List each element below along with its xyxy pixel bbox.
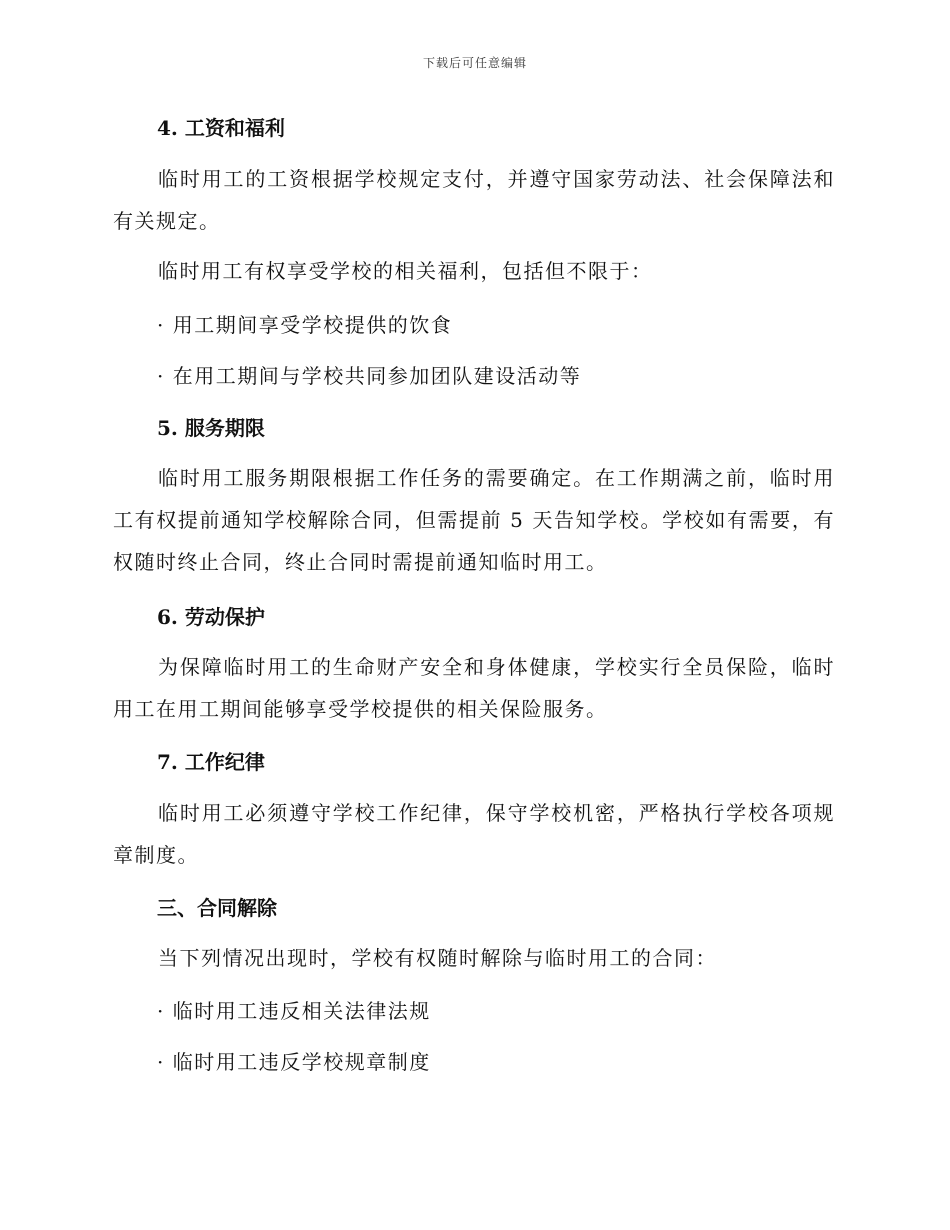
bullet-item-team-building: · 在用工期间与学校共同参加团队建设活动等 [157, 364, 582, 388]
paragraph-work-discipline: 临时用工必须遵守学校工作纪律，保守学校机密，严格执行学校各项规章制度。 [113, 801, 835, 867]
paragraph-service-term: 临时用工服务期限根据工作任务的需要确定。在工作期满之前，临时用工有权提前通知学校解除合同，但需提前 5 天告知学校。学校如有需要，有权随时终止合同，终止合同时需提前通知临时用工。 [113, 466, 835, 574]
paragraph-benefits-intro: 临时用工有权享受学校的相关福利，包括但不限于： [158, 259, 653, 283]
bullet-item-rule-violation: · 临时用工违反学校规章制度 [157, 1050, 431, 1074]
section-heading-work-discipline: 7. 工作纪律 [157, 750, 265, 774]
header-note: 下载后可任意编辑 [422, 56, 527, 70]
section-heading-contract-termination: 三、合同解除 [157, 896, 277, 920]
section-heading-service-term: 5. 服务期限 [157, 416, 265, 440]
paragraph-termination-intro: 当下列情况出现时，学校有权随时解除与临时用工的合同： [158, 946, 717, 970]
bullet-item-law-violation: · 临时用工违反相关法律法规 [157, 999, 431, 1023]
section-heading-labor-protection: 6. 劳动保护 [157, 605, 265, 629]
section-heading-wages: 4. 工资和福利 [157, 116, 285, 140]
bullet-item-meals: · 用工期间享受学校提供的饮食 [157, 313, 453, 337]
paragraph-labor-protection: 为保障临时用工的生命财产安全和身体健康，学校实行全员保险，临时用工在用工期间能够享受学校提供的相关保险服务。 [113, 655, 835, 721]
paragraph-wages-payment: 临时用工的工资根据学校规定支付，并遵守国家劳动法、社会保障法和有关规定。 [113, 167, 835, 233]
